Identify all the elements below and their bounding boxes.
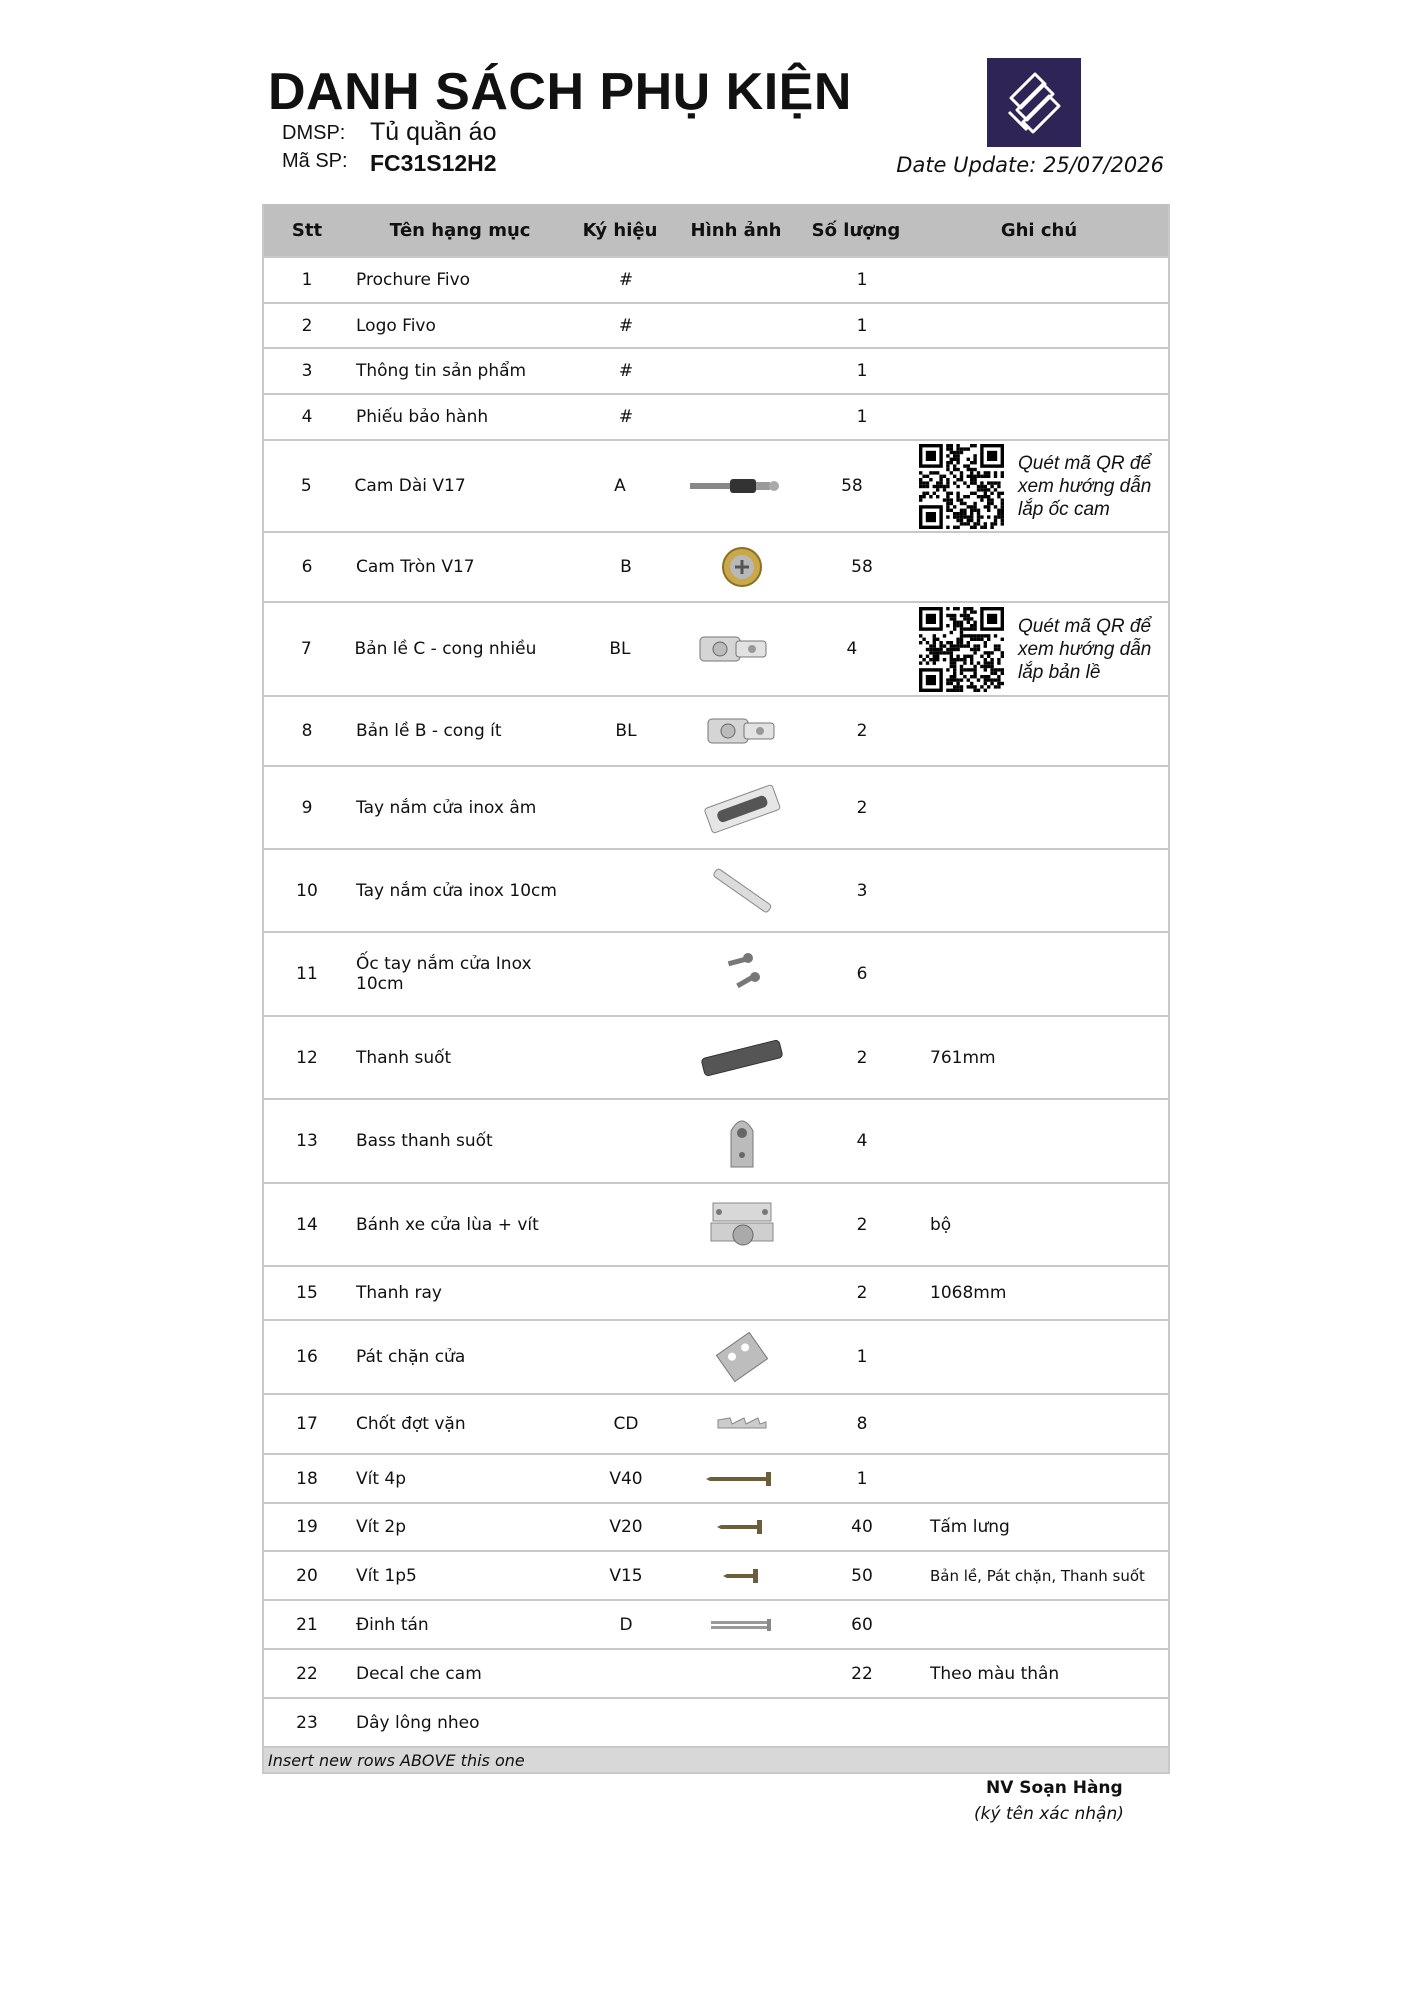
row-symbol: BL [615,721,637,741]
row-quantity: 2 [856,1214,868,1235]
row-quantity: 58 [841,476,863,496]
row-name: Thông tin sản phẩm [356,361,527,381]
row-quantity: 40 [851,1517,873,1537]
row-note: Theo màu thân [930,1663,1060,1684]
row-stt: 2 [301,315,313,336]
row-symbol: D [619,1614,633,1635]
row-symbol: CD [613,1414,639,1434]
row-name: Phiếu bảo hành [356,407,489,427]
screw-long-image [676,1469,808,1489]
brand-logo [987,58,1081,147]
row-name: Thanh ray [356,1283,442,1303]
row-note-cell [916,767,1168,848]
table-row [264,1393,1168,1453]
row-symbol: # [618,270,634,290]
row-symbol: A [614,476,626,496]
row-stt: 23 [296,1712,318,1733]
hinge-image [676,705,808,757]
row-note-cell [916,258,1168,302]
row-name: Thanh suốt [356,1047,452,1068]
row-note-cell [916,1017,1168,1098]
row-note-cell [916,304,1168,347]
table-row [264,1550,1168,1599]
row-quantity: 1 [856,407,868,427]
qr-guide-text: Quét mã QR để xem hướng dẫn lắp bản lề [1017,615,1152,683]
row-note-cell [916,533,1168,601]
round-cam-lock-image [676,545,808,589]
row-note-cell [916,1100,1168,1182]
row-note-cell [916,349,1168,393]
row-name: Vít 4p [356,1468,407,1489]
row-note-cell [916,1321,1168,1393]
row-stt: 16 [296,1347,318,1367]
row-symbol: # [618,315,634,336]
row-name: Tay nắm cửa inox 10cm [356,880,557,901]
row-note-cell [916,1504,1168,1550]
row-name: Bản lề B - cong ít [356,721,502,741]
qr-code-icon[interactable] [919,607,1004,692]
row-note-cell [916,1601,1168,1648]
row-symbol: V15 [609,1565,643,1586]
row-stt: 20 [296,1565,318,1586]
row-quantity: 4 [846,639,858,659]
row-quantity: 8 [856,1414,868,1434]
qr-guide-text: Quét mã QR để xem hướng dẫn lắp ốc cam [1017,452,1152,520]
row-stt: 7 [300,639,312,659]
row-symbol: V20 [609,1517,643,1537]
masp-value: FC31S12H2 [370,150,497,176]
row-name: Logo Fivo [356,315,436,336]
row-quantity: 3 [856,880,868,901]
recessed-handle-image [676,778,808,838]
row-stt: 14 [296,1214,318,1235]
row-stt: 4 [301,407,313,427]
dmsp-value: Tủ quần áo [370,118,497,146]
row-note-cell [916,933,1168,1015]
row-note-cell [916,850,1168,931]
row-name: Decal che cam [356,1663,482,1684]
row-note-cell [905,441,1168,531]
row-symbol: # [618,407,634,427]
row-stt: 18 [296,1468,318,1489]
row-name: Tay nắm cửa inox âm [356,797,537,818]
screw-medium-image [676,1517,808,1537]
accessory-table [262,204,1170,1774]
row-note: 761mm [930,1047,996,1068]
table-row [264,1265,1168,1319]
table-row [264,347,1168,393]
row-note: Tấm lưng [930,1517,1010,1537]
col-stt: Stt [291,219,323,241]
col-symbol: Ký hiệu [582,219,658,241]
row-name: Đinh tán [356,1614,429,1635]
row-quantity: 4 [856,1131,868,1151]
page-title: DANH SÁCH PHỤ KIỆN [268,63,852,121]
row-quantity: 6 [856,964,868,984]
row-symbol: # [618,361,634,381]
table-row [264,695,1168,765]
row-stt: 1 [301,270,313,290]
shelf-pin-image [676,1412,808,1436]
row-note-cell [916,1650,1168,1697]
dmsp-label: DMSP: [282,122,346,144]
row-symbol: BL [609,639,631,659]
row-note-cell [916,1395,1168,1453]
insert-rows-note: Insert new rows ABOVE this one [264,1746,1168,1772]
row-quantity: 2 [856,1047,868,1068]
row-note: 1068mm [930,1283,1007,1303]
row-name: Chốt đợt vặn [356,1414,466,1434]
row-stt: 3 [301,361,313,381]
row-note: bộ [930,1214,952,1235]
row-name: Pát chặn cửa [356,1347,466,1367]
row-stt: 22 [296,1663,318,1684]
table-header [264,204,1168,256]
row-quantity: 60 [851,1614,873,1635]
row-stt: 19 [296,1517,318,1537]
door-stop-plate-image [676,1329,808,1385]
row-note-cell [916,395,1168,439]
row-note-cell [916,1267,1168,1319]
row-name: Vít 1p5 [356,1565,417,1586]
row-stt: 12 [296,1047,318,1068]
table-row [264,931,1168,1015]
sliding-wheel-image [676,1197,808,1253]
row-quantity: 1 [856,315,868,336]
row-name: Dây lông nheo [356,1712,480,1733]
row-name: Prochure Fivo [356,270,471,290]
table-row [264,531,1168,601]
masp-label: Mã SP: [282,150,348,172]
row-name: Vít 2p [356,1517,407,1537]
row-note-cell [916,697,1168,765]
row-quantity: 2 [856,721,868,741]
row-stt: 15 [296,1283,318,1303]
row-stt: 8 [301,721,313,741]
date-update: Date Update: 25/07/2026 [896,153,1164,177]
signature-subtitle: (ký tên xác nhận) [974,1804,1124,1824]
row-stt: 13 [296,1131,318,1151]
row-name: Bánh xe cửa lùa + vít [356,1214,539,1235]
row-quantity: 1 [856,361,868,381]
row-stt: 9 [301,797,313,818]
row-name: Bản lề C - cong nhiều [354,639,537,659]
row-name: Cam Tròn V17 [356,557,475,577]
row-quantity: 22 [851,1663,873,1684]
row-name: Cam Dài V17 [354,476,466,496]
table-row [264,1319,1168,1393]
row-symbol: V40 [609,1468,643,1489]
row-stt: 21 [296,1614,318,1635]
col-name: Tên hạng mục [389,219,531,241]
table-row [264,1098,1168,1182]
row-note: Bản lề, Pát chặn, Thanh suốt [930,1566,1145,1585]
row-quantity: 2 [856,797,868,818]
handle-screws-image [676,949,808,999]
row-note-cell [916,1455,1168,1502]
table-row [264,393,1168,439]
row-name: Ốc tay nắm cửa Inox 10cm [356,954,532,994]
table-row [264,256,1168,302]
table-row [264,765,1168,848]
logo-icon [987,58,1081,147]
row-stt: 10 [296,880,318,901]
row-name: Bass thanh suốt [356,1131,493,1151]
closet-rod-image [676,1035,808,1081]
qr-guide[interactable] [919,444,1168,529]
row-quantity: 1 [856,1347,868,1367]
table-row [264,1599,1168,1648]
table-row [264,601,1168,695]
table-row [264,1502,1168,1550]
qr-guide[interactable] [919,607,1168,692]
nail-image [676,1615,808,1635]
row-note-cell [916,1184,1168,1265]
table-row [264,1697,1168,1746]
table-row [264,1182,1168,1265]
table-row [264,1648,1168,1697]
table-row [264,439,1168,531]
row-note-cell [905,603,1168,695]
long-cam-bolt-image [669,474,799,498]
row-quantity: 58 [851,557,873,577]
row-stt: 11 [296,964,318,984]
row-stt: 5 [300,476,312,496]
table-row [264,302,1168,347]
row-quantity: 1 [856,1468,868,1489]
row-note-cell [916,1699,1168,1746]
col-image: Hình ảnh [690,219,782,241]
row-stt: 6 [301,557,313,577]
screw-short-image [676,1566,808,1586]
row-symbol: B [620,557,632,577]
bar-handle-image [676,863,808,919]
row-quantity: 2 [856,1283,868,1303]
col-quantity: Số lượng [811,219,901,241]
col-note: Ghi chú [1000,219,1078,241]
table-row [264,848,1168,931]
table-row [264,1453,1168,1502]
row-quantity: 1 [856,270,868,290]
row-note-cell [916,1552,1168,1599]
row-quantity: 50 [851,1565,873,1586]
row-stt: 17 [296,1414,318,1434]
qr-code-icon[interactable] [919,444,1004,529]
signature-title: NV Soạn Hàng [986,1778,1123,1798]
rod-bracket-image [676,1111,808,1171]
hinge-image [669,623,799,675]
table-row [264,1015,1168,1098]
